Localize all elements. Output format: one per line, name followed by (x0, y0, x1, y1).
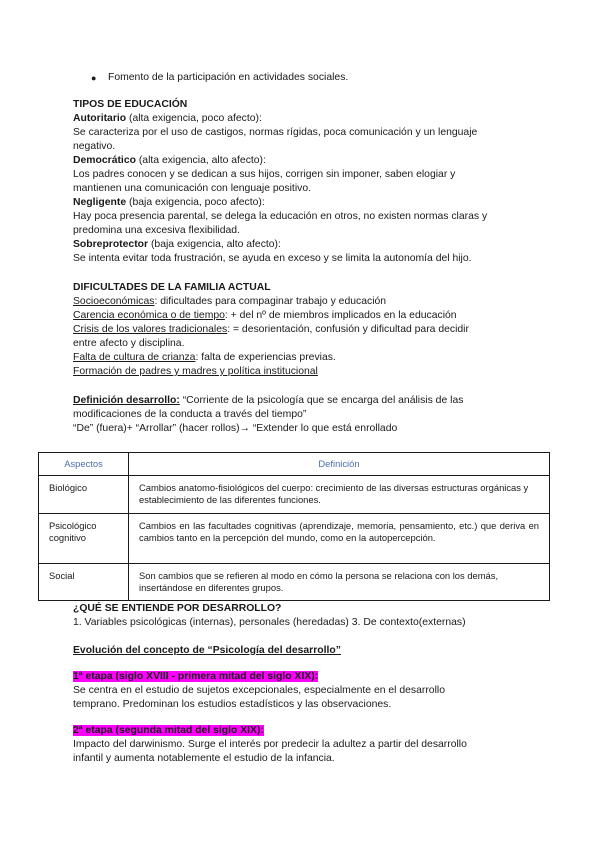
etapa-2-heading (73, 724, 264, 738)
qualifier: (alta exigencia, poco afecto): (126, 113, 262, 124)
item-text: : falta de experiencias previas. (195, 352, 336, 363)
item-text: : dificultades para compaginar trabajo y educación (154, 296, 387, 307)
dificultad-item (73, 323, 469, 337)
etapa-1-heading (73, 670, 318, 684)
desarrollo-answer: 1. Variables psicológicas (internas), personales (heredadas) 3. De contexto(externas) (73, 617, 466, 628)
dificultades-heading: DIFICULTADES DE LA FAMILIA ACTUAL (73, 282, 271, 293)
highlighted-text: 1ª etapa (siglo XVIII - primera mitad del siglo XIX): (73, 671, 319, 682)
item-text: : = desorientación, confusión y dificultad para decidir (227, 324, 469, 335)
definition-cell: Cambios en las facultades cognitivas (aprendizaje, memoria, pensamiento, etc.) que deriva en cambios tanto en la percepción del mundo, como en la autopercepción. (129, 514, 550, 564)
qualifier: (alta exigencia, alto afecto): (135, 155, 266, 166)
underlined-term: Carencia económica o de tiempo (73, 310, 225, 321)
tipo-negligente (73, 196, 265, 210)
desarrollo-question: ¿QUÉ SE ENTIENDE POR DESARROLLO? (73, 603, 282, 614)
table-header-row (39, 453, 550, 476)
aspect-cell: Biológico (39, 476, 129, 514)
etapa-2-text: infantil y aumenta notablemente el estudio de la infancia. (73, 753, 335, 764)
desc-line: negativo. (73, 141, 116, 152)
header-definicion: Definición (129, 453, 550, 476)
tipos-heading: TIPOS DE EDUCACIÓN (73, 99, 188, 110)
tipo-democratico (73, 154, 266, 168)
dificultad-item (73, 295, 386, 309)
desc-line: mantienen una comunicación con lenguaje positivo. (73, 183, 311, 194)
aspect-cell: Social (39, 564, 129, 601)
qualifier: (baja exigencia, poco afecto): (126, 197, 265, 208)
tipo-sobreprotector (73, 238, 281, 252)
dificultad-item-cont: entre afecto y disciplina. (73, 338, 185, 349)
term: Negligente (73, 197, 127, 208)
underlined-term: Falta de cultura de crianza (73, 352, 196, 363)
definicion-line-2: modificaciones de la conducta a través del tiempo” (73, 409, 307, 420)
etapa-1-text: temprano. Predominan los estudios estadísticos y las observaciones. (73, 699, 392, 710)
item-text: : + del nº de miembros implicados en la educación (224, 310, 457, 321)
dificultad-item (73, 351, 336, 365)
definition-cell: Son cambios que se refieren al modo en cómo la persona se relaciona con los demás, insertándose en diferentes grupos. (129, 564, 550, 601)
table-row (39, 514, 550, 564)
underlined-term: Crisis de los valores tradicionales (73, 324, 228, 335)
etimologia-line: “De” (fuera)+ “Arrollar” (hacer rollos)→ “Extender lo que está enrollado (73, 423, 398, 434)
tipo-autoritario (73, 112, 262, 126)
highlighted-text: 2ª etapa (segunda mitad del siglo XIX): (73, 725, 264, 736)
table-row (39, 476, 550, 514)
desc-line: predomina una excesiva flexibilidad. (73, 225, 240, 236)
definicion-line (73, 394, 463, 408)
aspectos-table (38, 452, 550, 601)
etapa-2-text: Impacto del darwinismo. Surge el interés por predecir la adultez a partir del desarrollo (73, 739, 467, 750)
term: Autoritario (73, 113, 127, 124)
definition-cell: Cambios anatomo-fisiológicos del cuerpo: crecimiento de las diversas estructuras orgánicas y establecimiento de las diferentes funciones. (129, 476, 550, 514)
etapa-1-text: Se centra en el estudio de sujetos excepcionales, especialmente en el desarrollo (73, 685, 445, 696)
term: Sobreprotector (73, 239, 149, 250)
qualifier: (baja exigencia, alto afecto): (148, 239, 281, 250)
dificultad-item (73, 309, 457, 323)
definicion-text: “Corriente de la psicología que se encarga del análisis de las (179, 395, 464, 406)
underlined-term: Socioeconómicas (73, 296, 155, 307)
header-aspectos: Aspectos (39, 453, 129, 476)
table-row (39, 564, 550, 601)
bullet-item: Fomento de la participación en actividades sociales. (108, 72, 349, 83)
aspect-cell: Psicológico cognitivo (39, 514, 129, 564)
dificultad-item: Formación de padres y madres y política institucional (73, 366, 318, 377)
term: Democrático (73, 155, 136, 166)
desc-line: Hay poca presencia parental, se delega la educación en otros, no existen normas claras y (73, 211, 488, 222)
bullet-dot-icon: ● (91, 73, 97, 83)
desc-line: Los padres conocen y se dedican a sus hijos, corrigen sin imponer, saben elogiar y (73, 169, 456, 180)
evolucion-heading: Evolución del concepto de “Psicología del desarrollo” (73, 645, 341, 656)
desc-line: Se caracteriza por el uso de castigos, normas rígidas, poca comunicación y un lenguaje (73, 127, 478, 138)
definicion-term: Definición desarrollo: (73, 395, 180, 406)
desc-line: Se intenta evitar toda frustración, se ayuda en exceso y se limita la autonomía del hijo. (73, 253, 472, 264)
